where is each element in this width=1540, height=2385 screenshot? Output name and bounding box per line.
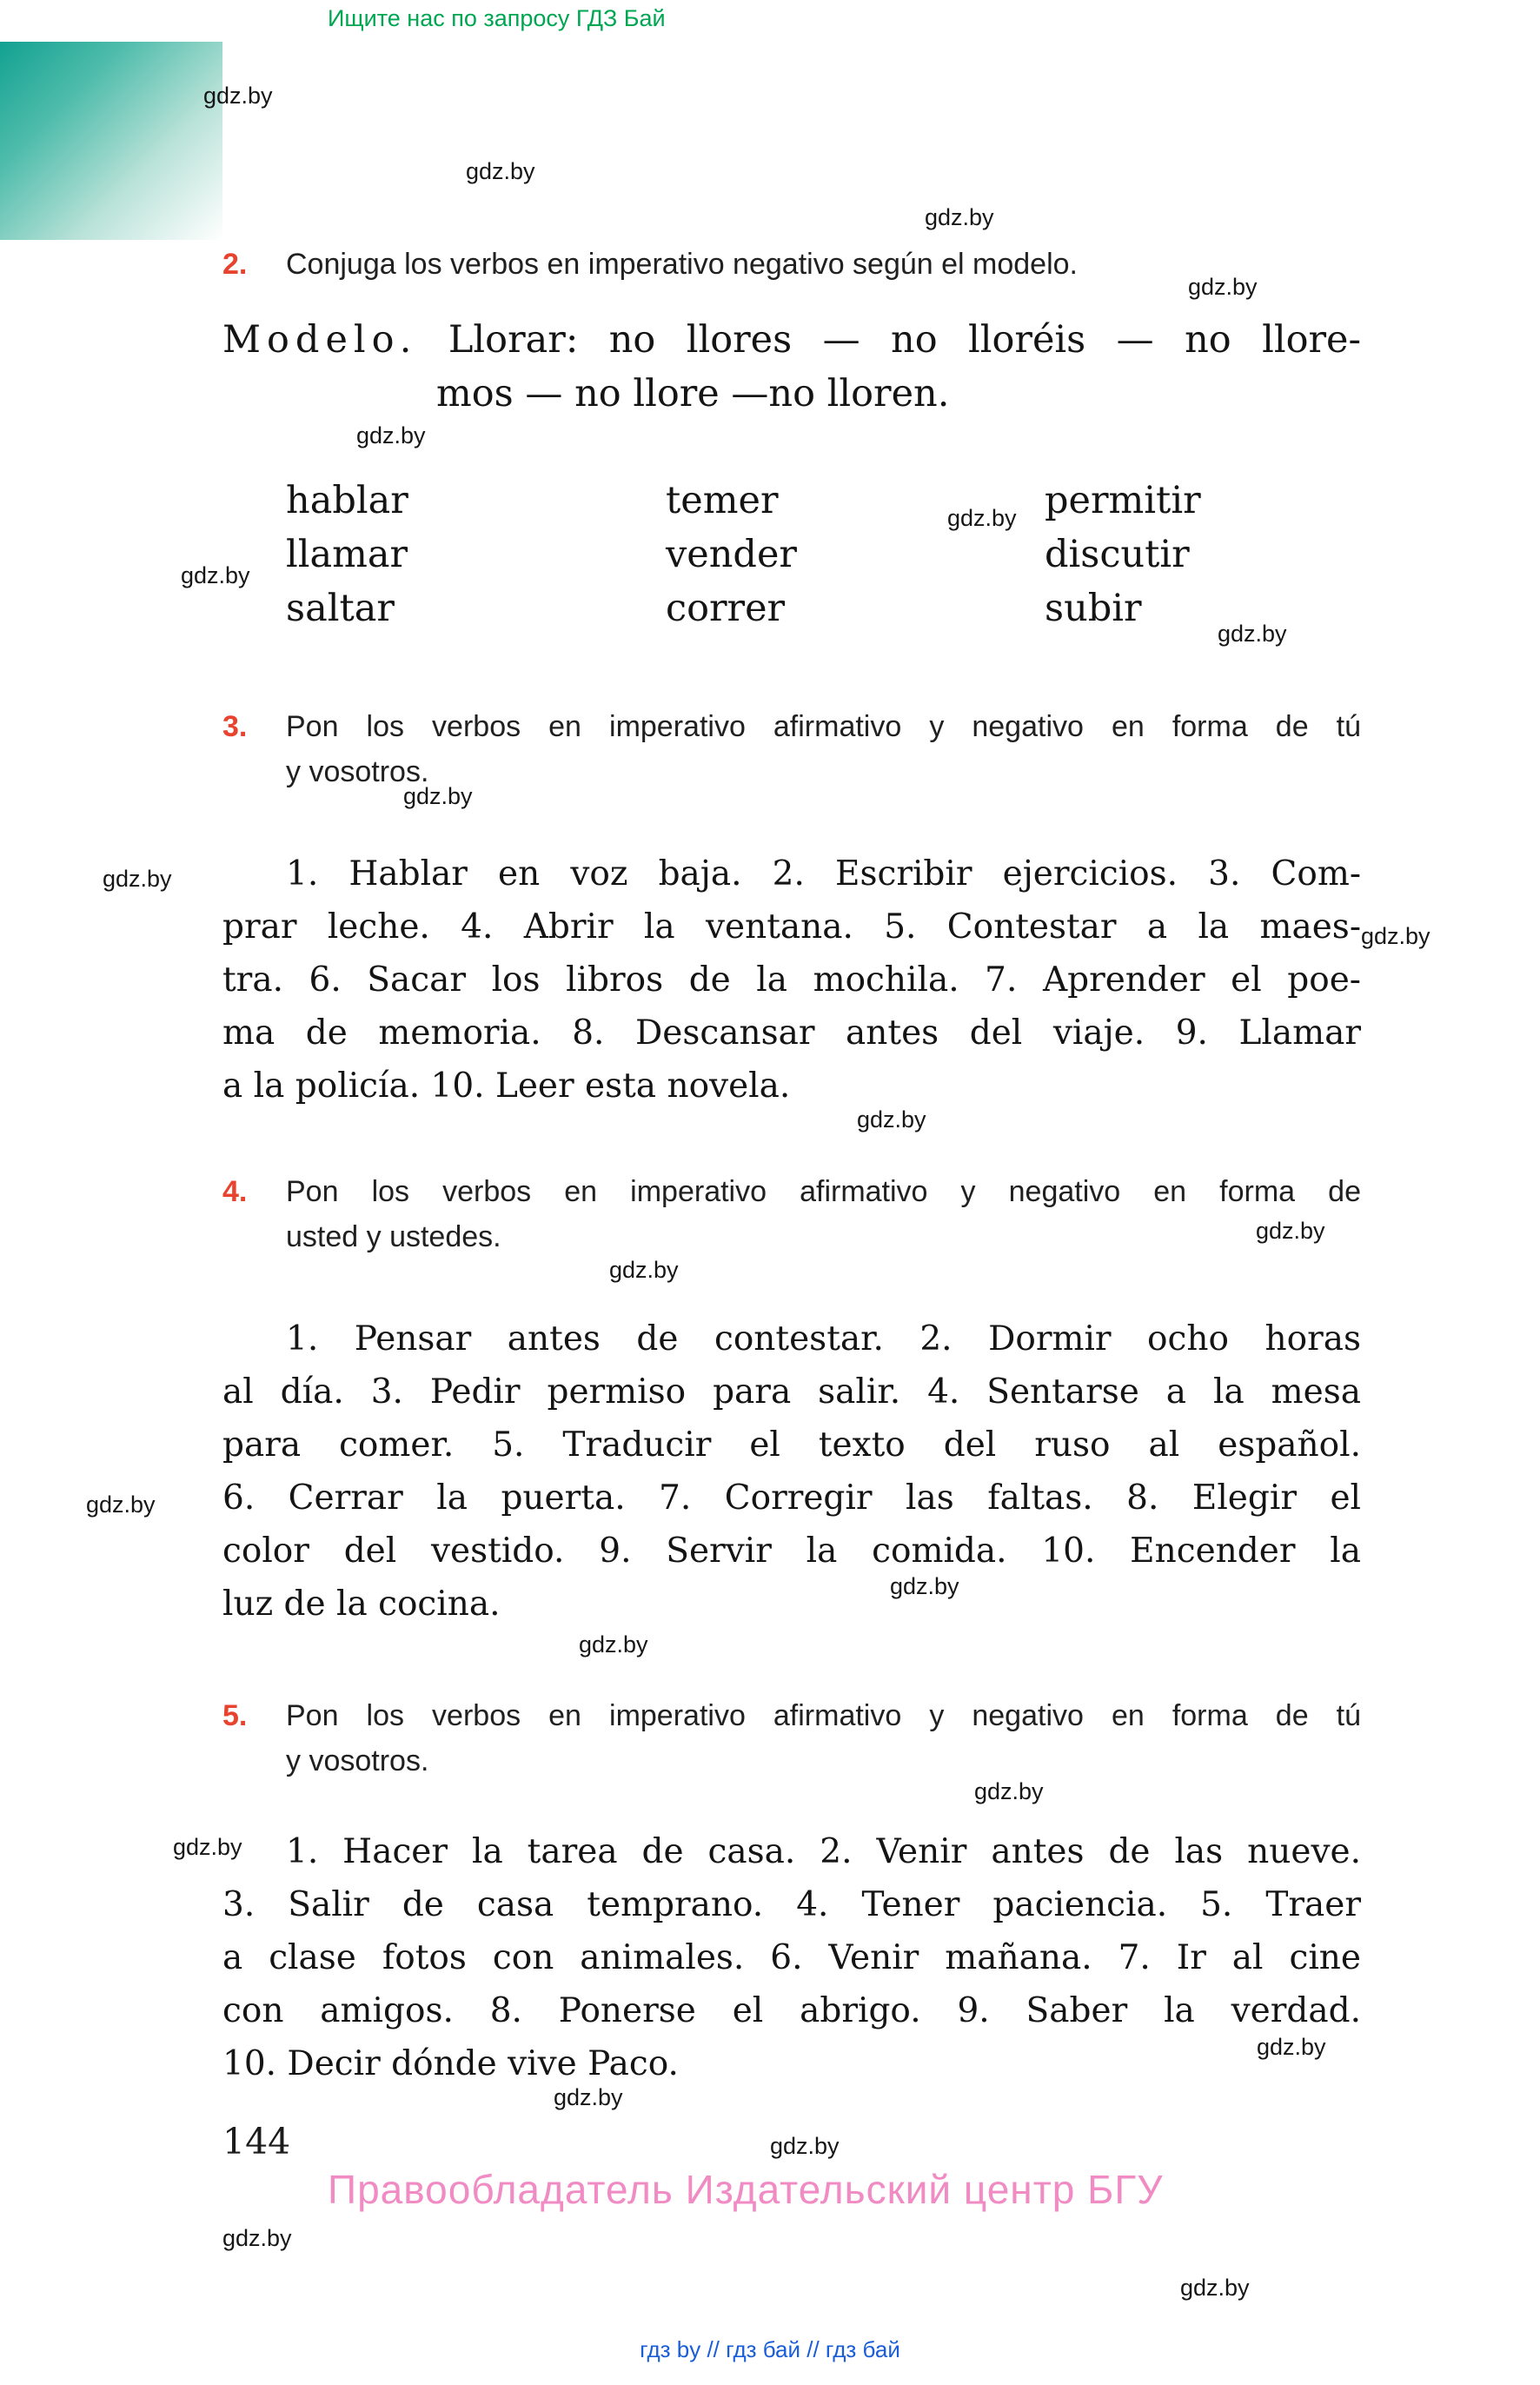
paragraph-line: para comer. 5. Traducir el texto del ruso al español. xyxy=(222,1425,1361,1465)
exercise-3-number: 3. xyxy=(222,710,248,743)
verb: discutir xyxy=(1045,533,1190,576)
exercise-3-title-line-2: y vosotros. xyxy=(286,755,429,788)
verb: llamar xyxy=(286,533,408,576)
watermark: gdz.by xyxy=(890,1573,959,1599)
modelo-line-1-text: Llorar: no llores — no lloréis — no llore- xyxy=(448,318,1361,362)
exercise-5-paragraph xyxy=(222,1825,1361,2090)
exercise-4-title-line-1: Pon los verbos en imperativo afirmativo y negativo en forma de xyxy=(286,1175,1361,1208)
exercise-5-title-line-1: Pon los verbos en imperativo afirmativo y negativo en forma de tú xyxy=(286,1699,1361,1732)
modelo-line-2: mos — no llore —no lloren. xyxy=(436,372,950,415)
top-banner-text: Ищите нас по запросу ГДЗ Бай xyxy=(328,5,666,31)
modelo-label: Modelo. xyxy=(222,318,418,362)
paragraph-line: luz de la cocina. xyxy=(222,1584,501,1624)
exercise-3-title-line-1: Pon los verbos en imperativo afirmativo y negativo en forma de tú xyxy=(286,710,1361,743)
watermark: gdz.by xyxy=(857,1106,926,1133)
verb: saltar xyxy=(286,587,395,630)
watermark: gdz.by xyxy=(222,2225,292,2251)
paragraph-line: tra. 6. Sacar los libros de la mochila. 7. Aprender el poe- xyxy=(222,960,1361,1000)
paragraph-line: 10. Decir dónde vive Paco. xyxy=(222,2044,679,2083)
verb-column-3 xyxy=(1045,474,1201,635)
paragraph-line: 6. Cerrar la puerta. 7. Corregir las faltas. 8. Elegir el xyxy=(222,1478,1361,1518)
corner-gradient-decoration xyxy=(0,42,222,240)
watermark: gdz.by xyxy=(356,422,426,448)
paragraph-line: a la policía. 10. Leer esta novela. xyxy=(222,1066,791,1106)
paragraph-line: ma de memoria. 8. Descansar antes del viaje. 9. Llamar xyxy=(222,1013,1361,1053)
page-content xyxy=(222,0,1361,2385)
verb-column-2 xyxy=(666,474,797,635)
page-number: 144 xyxy=(222,2121,291,2162)
verb-column-1 xyxy=(286,474,408,635)
watermark: gdz.by xyxy=(770,2133,840,2159)
exercise-5-number: 5. xyxy=(222,1699,248,1732)
exercise-4-header xyxy=(222,1169,1361,1259)
exercise-3-header xyxy=(222,704,1361,794)
exercise-2-header xyxy=(222,242,1361,287)
watermark: gdz.by xyxy=(974,1778,1044,1804)
watermark: gdz.by xyxy=(466,158,535,184)
watermark: gdz.by xyxy=(1188,274,1258,300)
watermark: gdz.by xyxy=(579,1631,648,1658)
exercise-3-paragraph xyxy=(222,847,1361,1113)
watermark: gdz.by xyxy=(181,562,250,588)
paragraph-line: 1. Hacer la tarea de casa. 2. Venir antes de las nueve. xyxy=(286,1832,1361,1871)
verb-columns xyxy=(222,474,1361,648)
watermark: gdz.by xyxy=(1218,621,1287,647)
watermark: gdz.by xyxy=(1256,1218,1325,1244)
paragraph-line: 1. Hablar en voz baja. 2. Escribir ejercicios. 3. Com- xyxy=(286,854,1361,894)
watermark: gdz.by xyxy=(947,505,1017,531)
modelo-block xyxy=(222,313,1361,421)
verb: subir xyxy=(1045,587,1142,630)
verb: temer xyxy=(666,479,779,522)
exercise-2-number: 2. xyxy=(222,248,248,281)
watermark: gdz.by xyxy=(1257,2034,1326,2060)
exercise-2-title: Conjuga los verbos en imperativo negativo según el modelo. xyxy=(286,248,1078,281)
watermark: gdz.by xyxy=(203,83,273,109)
watermark: gdz.by xyxy=(1361,923,1430,949)
watermark: gdz.by xyxy=(609,1257,679,1283)
verb: hablar xyxy=(286,479,408,522)
modelo-line-1 xyxy=(222,313,1361,367)
exercise-4-paragraph xyxy=(222,1312,1361,1631)
copyright-line: Правообладатель Издательский центр БГУ xyxy=(328,2167,1164,2212)
paragraph-line: al día. 3. Pedir permiso para salir. 4. Sentarse a la mesa xyxy=(222,1372,1361,1412)
paragraph-line: 3. Salir de casa temprano. 4. Tener paciencia. 5. Traer xyxy=(222,1885,1361,1924)
verb: permitir xyxy=(1045,479,1201,522)
verb: correr xyxy=(666,587,786,630)
watermark: gdz.by xyxy=(103,866,172,892)
watermark: gdz.by xyxy=(403,783,473,809)
watermark: gdz.by xyxy=(86,1491,156,1518)
watermark: gdz.by xyxy=(1180,2275,1250,2301)
verb: vender xyxy=(666,533,797,576)
paragraph-line: prar leche. 4. Abrir la ventana. 5. Contestar a la maes- xyxy=(222,907,1361,947)
paragraph-line: con amigos. 8. Ponerse el abrigo. 9. Saber la verdad. xyxy=(222,1991,1361,2030)
watermark: gdz.by xyxy=(925,204,994,230)
exercise-4-title-line-2: usted y ustedes. xyxy=(286,1220,501,1253)
exercise-4-number: 4. xyxy=(222,1175,248,1208)
paragraph-line: 1. Pensar antes de contestar. 2. Dormir ocho horas xyxy=(286,1319,1361,1359)
footer-links[interactable]: гдз by // гдз бай // гдз бай xyxy=(640,2336,900,2362)
exercise-5-title-line-2: y vosotros. xyxy=(286,1744,429,1777)
paragraph-line: a clase fotos con animales. 6. Venir mañana. 7. Ir al cine xyxy=(222,1938,1361,1977)
watermark: gdz.by xyxy=(173,1834,242,1860)
watermark: gdz.by xyxy=(554,2084,623,2110)
exercise-5-header xyxy=(222,1693,1361,1784)
paragraph-line: color del vestido. 9. Servir la comida. 10. Encender la xyxy=(222,1531,1361,1571)
